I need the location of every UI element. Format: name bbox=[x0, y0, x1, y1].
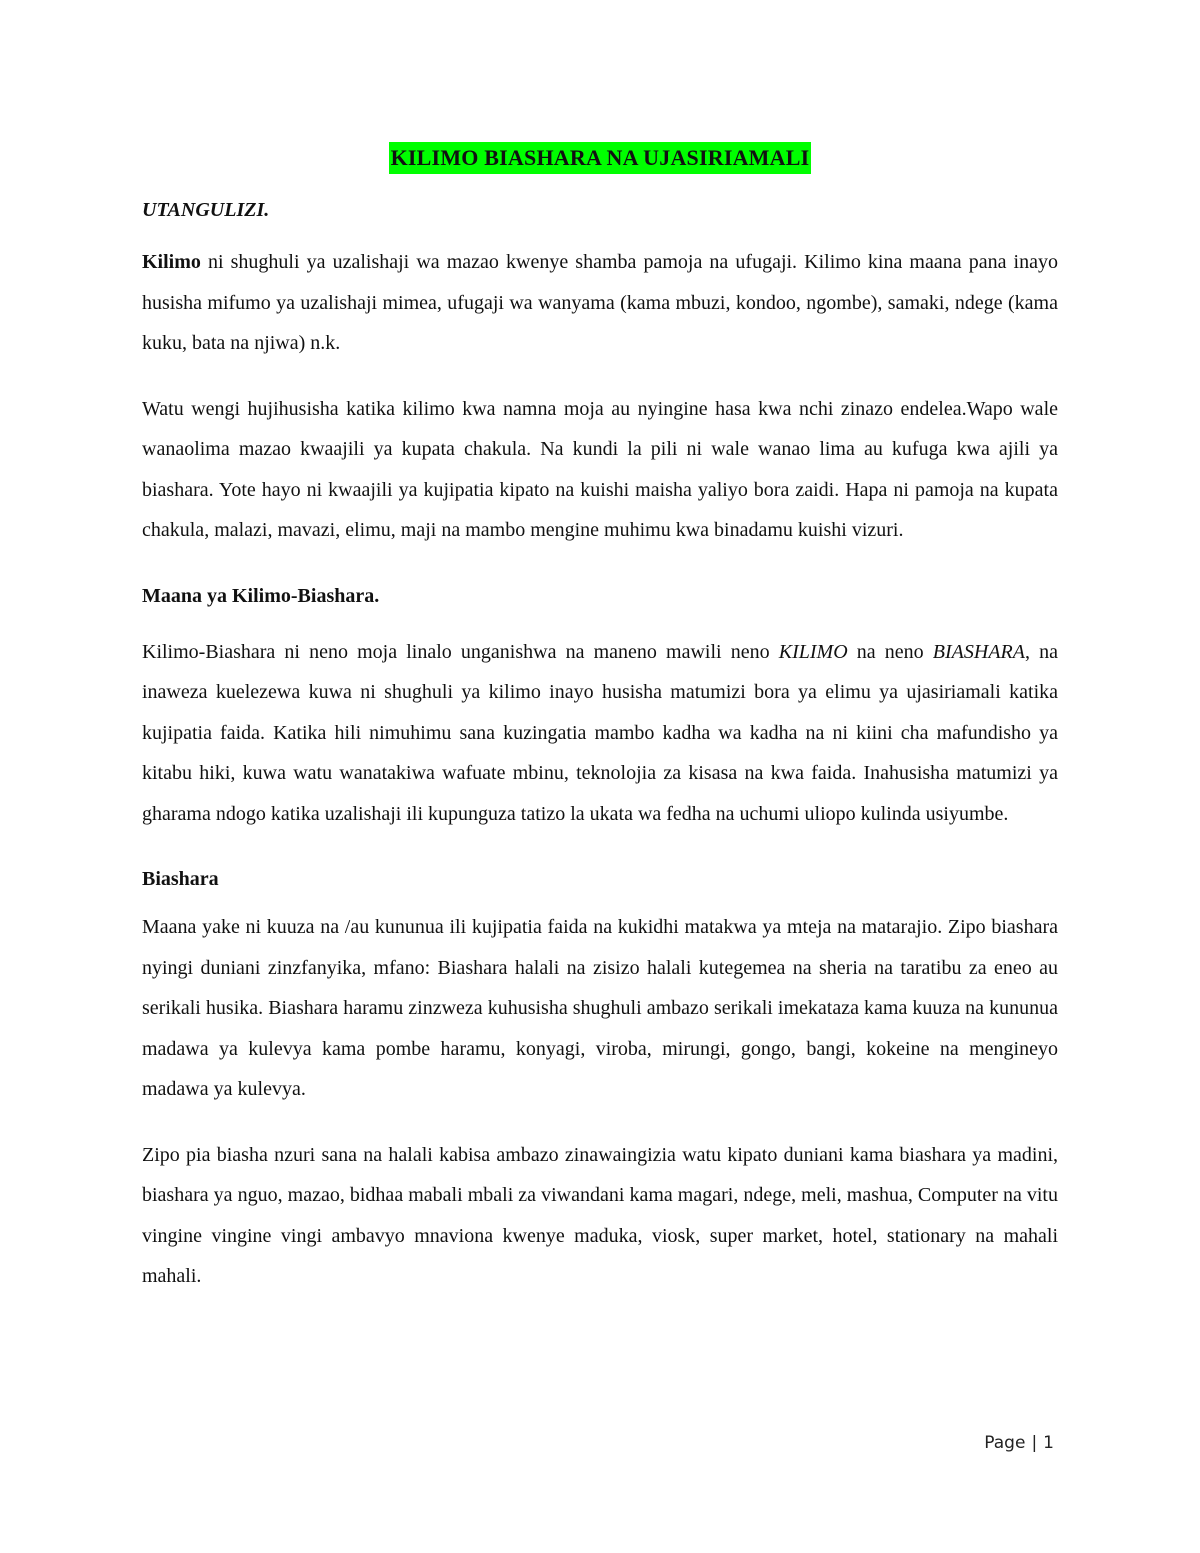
page-number: 1 bbox=[1043, 1433, 1054, 1453]
title-container bbox=[0, 142, 1200, 174]
paragraph-kilimo-biashara-definition bbox=[142, 632, 1058, 835]
paragraph-biashara-halali: Zipo pia biasha nzuri sana na halali kabisa ambazo zinawaingizia watu kipato duniani kama biashara ya madini, biashara ya nguo, mazao, bidhaa mabali mbali za viwandani kama magari, ndege, meli, mashua, Computer na vitu vingine vingine vingi ambavyo mnaviona kwenye maduka, viosk, super market, hotel, stationary na mahali mahali. bbox=[142, 1143, 1058, 1287]
p3-part1: Kilimo-Biashara ni neno moja linalo unganishwa na maneno mawili neno bbox=[142, 640, 779, 663]
p3-part3: , na inaweza kuelezewa kuwa ni shughuli ya kilimo inayo husisha matumizi bora ya elimu ya ujasiriamali katika kujipatia faida. Katika hili nimuhimu sana kuzingatia mambo kadha wa kadha na ni kiini cha mafundisho ya kitabu hiki, kuwa watu wanatakiwa wafuate mbinu, teknolojia za kisasa na kwa faida. Inahusisha matumizi ya gharama ndogo katika uzalishaji ili kupunguza tatizo la ukata wa fedha na uchumi uliopo kulinda usiyumbe. bbox=[142, 640, 1058, 825]
intro-heading: UTANGULIZI. bbox=[142, 199, 270, 221]
paragraph-watu-wengi: Watu wengi hujihusisha katika kilimo kwa namna moja au nyingine hasa kwa nchi zinazo endelea.Wapo wale wanaolima mazao kwaajili ya kupata chakula. Na kundi la pili ni wale wanao lima au kufuga kwa ajili ya biashara. Yote hayo ni kwaajili ya kujipatia kipato na kuishi maisha yaliyo bora zaidi. Hapa ni pamoja na kupata chakula, malazi, mavazi, elimu, maji na mambo mengine muhimu kwa binadamu kuishi vizuri. bbox=[142, 397, 1058, 541]
p3-italic-kilimo: KILIMO bbox=[778, 640, 848, 663]
paragraph-kilimo-definition bbox=[142, 242, 1058, 364]
paragraph-biashara-meaning: Maana yake ni kuuza na /au kununua ili kujipatia faida na kukidhi matakwa ya mteja na matarajio. Zipo biashara nyingi duniani zinzfanyika, mfano: Biashara halali na zisizo halali kutegemea na sheria na taratibu za eneo au serikali husika. Biashara haramu zinzweza kuhusisha shughuli ambazo serikali imekataza kama kuuza na kununua madawa ya kulevya kama pombe haramu, konyagi, viroba, mirungi, gongo, bangi, kokeine na mengineyo madawa ya kulevya. bbox=[142, 916, 1058, 1100]
heading-maana-kilimo-biashara: Maana ya Kilimo-Biashara. bbox=[142, 584, 380, 607]
page-label: Page bbox=[984, 1433, 1026, 1453]
p3-italic-biashara: BIASHARA bbox=[932, 640, 1025, 663]
kilimo-bold-term: Kilimo bbox=[142, 251, 201, 273]
page-footer bbox=[984, 1433, 1054, 1453]
kilimo-definition-text: ni shughuli ya uzalishaji wa mazao kwenye shamba pamoja na ufugaji. Kilimo kina maana pana inayo husisha mifumo ya uzalishaji mimea, ufugaji wa wanyama (kama mbuzi, kondoo, ngombe), samaki, ndege (kama kuku, bata na njiwa) n.k. bbox=[142, 251, 1058, 354]
page-separator: | bbox=[1031, 1433, 1038, 1453]
document-body bbox=[142, 190, 1058, 1297]
document-title: KILIMO BIASHARA NA UJASIRIAMALI bbox=[389, 142, 812, 174]
p3-part2: na neno bbox=[847, 640, 933, 663]
heading-biashara: Biashara bbox=[142, 868, 219, 890]
